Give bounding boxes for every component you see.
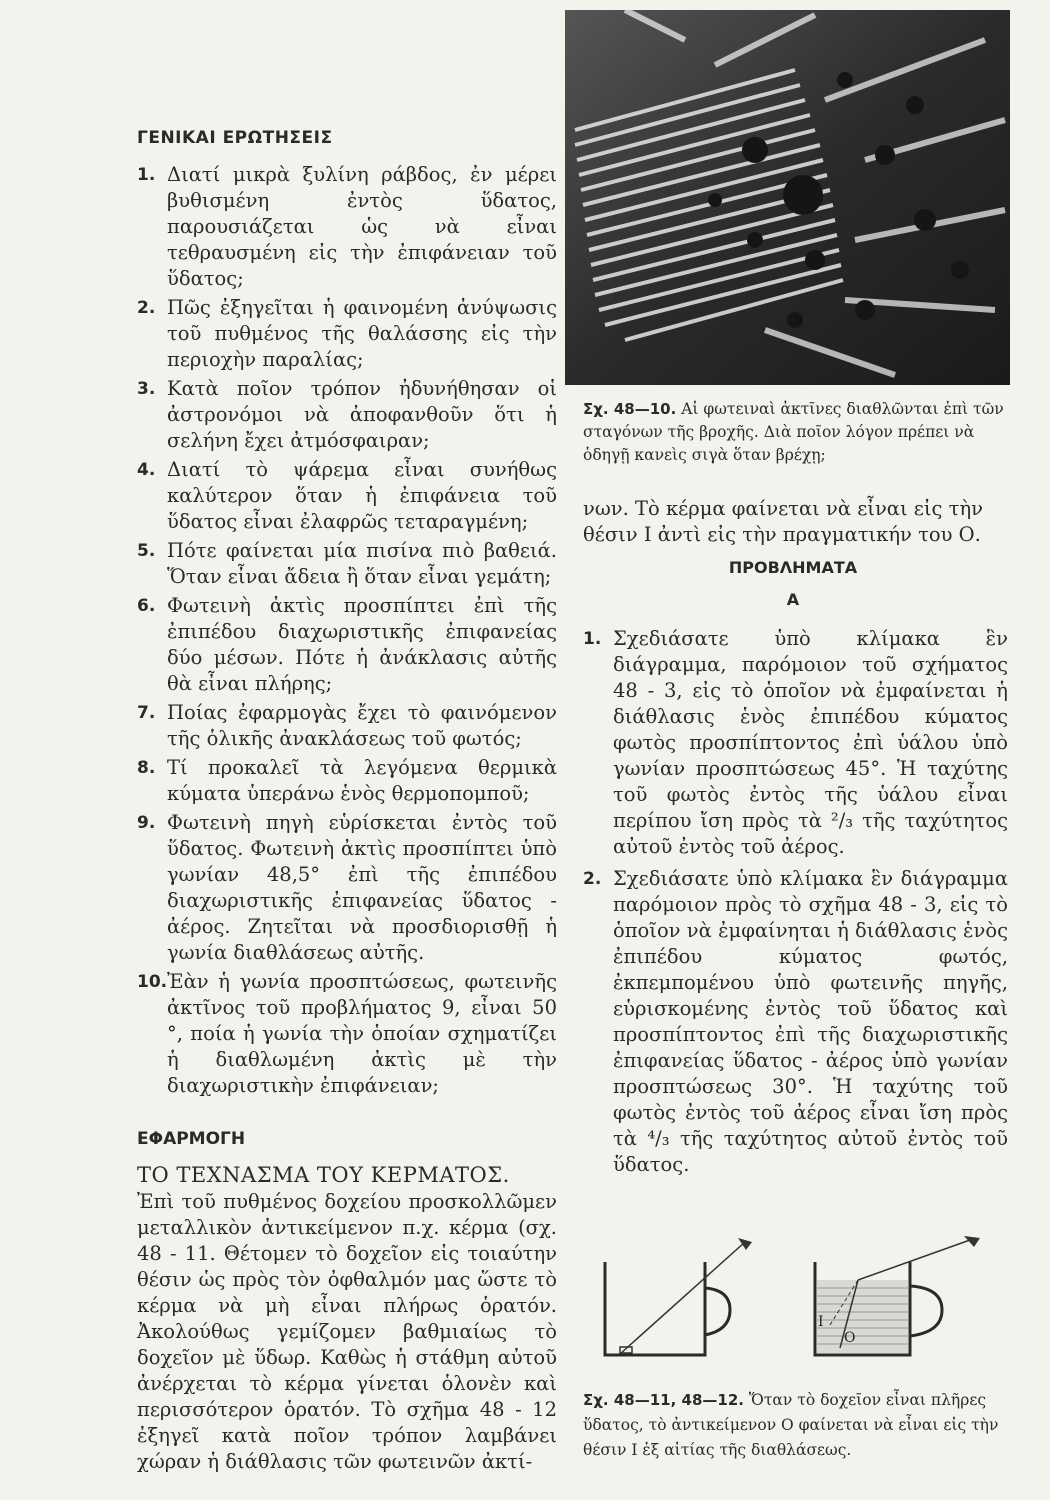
- general-questions-title: ΓΕΝΙΚΑΙ ΕΡΩΤΗΣΕΙΣ: [137, 128, 333, 148]
- question-number: 5.: [137, 541, 156, 561]
- list-item: [137, 457, 557, 535]
- problem-text: Σχεδιάσατε ὑπὸ κλίμακα ἓν διάγραμμα παρόμοιον πρὸς τὸ σχῆμα 48 - 3, εἰς τὸ ὁποῖον νὰ ἐμφαίνηται ἡ διάθλασις ἑνὸς ἐπιπέδου κύματος φωτός, ἐκπεμπομένου ὑπὸ φωτεινῆς πηγῆς, εὑρισκομένης ἐντὸς τοῦ ὕδατος καὶ προσπίπτοντος ἐπὶ τῆς διαχωριστικῆς ἐπιφανείας ὕδατος - ἀέρος ὑπὸ γωνίαν προσπτώσεως 30°. Ἡ ταχύτης τοῦ φωτὸς ἐντὸς τοῦ ἀέρος εἶναι ἴση πρὸς τὰ ⁴/₃ τῆς ταχύτητος αὐτοῦ ἐντὸς τοῦ ὕδατος.: [613, 867, 1008, 1176]
- list-item: [137, 593, 557, 697]
- rain-refraction-photo: [565, 10, 1010, 385]
- list-item: [137, 700, 557, 752]
- list-item: [137, 755, 557, 807]
- question-text: Ποίας ἐφαρμογὰς ἔχει τὸ φαινόμενον τῆς ὁλικῆς ἀνακλάσεως τοῦ φωτός;: [167, 701, 557, 750]
- question-number: 7.: [137, 703, 156, 723]
- application-title: ΕΦΑΡΜΟΓΗ: [137, 1129, 246, 1149]
- question-text: Ἐὰν ἡ γωνία προσπτώσεως, φωτεινῆς ἀκτῖνος τοῦ προβλήματος 9, εἶναι 50 °, ποία ἡ γωνία τὴν ὁποίαν σχηματίζει ἡ διαθλωμένη ἀκτὶς μὲ τὴν διαχωριστικὴν ἐπιφάνειαν;: [167, 970, 557, 1097]
- eye-icon: [738, 1238, 752, 1250]
- photo-caption-text: Αἱ φωτειναὶ ἀκτῖνες διαθλῶνται ἐπὶ τῶν σταγόνων τῆς βροχῆς. Διὰ ποῖον λόγον πρέπει νὰ ὁδηγῇ κανεὶς σιγὰ ὅταν βρέχῃ;: [583, 400, 1004, 464]
- figure-caption-text: Ὅταν τὸ δοχεῖον εἶναι πλῆρες ὕδατος, τὸ ἀντικείμενον Ο φαίνεται νὰ εἶναι εἰς τὴν θέσιν Ι ἐξ αἰτίας τῆς διαθλάσεως.: [583, 1391, 999, 1459]
- refracted-ray: [858, 1240, 970, 1280]
- coin-trick-figure: [590, 1230, 1010, 1370]
- question-text: Διατί μικρὰ ξυλίνη ράβδος, ἐν μέρει βυθισμένη ἐντὸς ὕδατος, παρουσιάζεται ὡς νὰ εἶναι τεθραυσμένη εἰς τὴν ἐπιφάνειαν τοῦ ὕδατος;: [167, 163, 557, 290]
- problems-subtitle: Α: [786, 590, 800, 609]
- problem-text: Σχεδιάσατε ὑπὸ κλίμακα ἓν διάγραμμα, παρόμοιον τοῦ σχήματος 48 - 3, εἰς τὸ ὁποῖον νὰ ἐμφαίνεται ἡ διάθλασις ἑνὸς ἐπιπέδου κύματος φωτὸς προσπίπτοντος ἐπὶ ὑάλου ὑπὸ γωνίαν προσπτώσεως 45°. Ἡ ταχύτης τοῦ φωτὸς ἐντὸς τῆς ὑάλου εἶναι περίπου ἴση πρὸς τὰ ²/₃ τῆς ταχύτητος αὐτοῦ ἐντὸς τοῦ ἀέρος.: [613, 627, 1008, 858]
- list-item: [137, 162, 557, 292]
- list-item: [583, 866, 1008, 1178]
- question-list: [137, 162, 557, 1099]
- problems-title: ΠΡΟΒΛΗΜΑΤΑ: [728, 558, 858, 577]
- question-text: Φωτεινὴ ἀκτὶς προσπίπτει ἐπὶ τῆς ἐπιπέδου διαχωριστικῆς ἐπιφανείας δύο μέσων. Πότε ἡ ἀνάκλασις αὐτῆς θὰ εἶναι πλήρης;: [167, 594, 557, 695]
- question-number: 1.: [137, 165, 156, 185]
- figure-caption-label: Σχ. 48—11, 48—12.: [583, 1391, 744, 1409]
- application-body: Ἐπὶ τοῦ πυθμένος δοχείου προσκολλῶμεν μεταλλικὸν ἀντικείμενον π.χ. κέρμα (σχ. 48 - 11. Θέτομεν τὸ δοχεῖον εἰς τοιαύτην θέσιν ὡς πρὸς τὸν ὀφθαλμόν μας ὥστε τὸ κέρμα νὰ μὴ εἶναι πλήρως ὁρατόν. Ἀκολούθως γεμίζομεν βαθμιαίως τὸ δοχεῖον μὲ ὕδωρ. Καθὼς ἡ στάθμη αὐτοῦ ἀνέρχεται τὸ κέρμα γίνεται ὁλονὲν καὶ περισσότερον ὁρατόν. Τὸ σχῆμα 48 - 12 ἐξηγεῖ κατὰ ποῖον τρόπον λαμβάνει χώραν ἡ διάθλασις τῶν φωτεινῶν ἀκτί-: [137, 1190, 557, 1473]
- question-text: Κατὰ ποῖον τρόπον ἠδυνήθησαν οἱ ἀστρονόμοι νὰ ἀποφανθοῦν ὅτι ἡ σελήνη ἔχει ἀτμόσφαιραν;: [167, 377, 557, 452]
- problem-list: [583, 626, 1008, 1181]
- list-item: [137, 376, 557, 454]
- left-column: [137, 128, 557, 1475]
- list-item: [583, 626, 1008, 860]
- question-text: Διατί τὸ ψάρεμα εἶναι συνήθως καλύτερον ὅταν ἡ ἐπιφάνεια τοῦ ὕδατος εἶναι ἐλαφρῶς τεταραγμένη;: [167, 458, 557, 533]
- application-subtitle: ΤΟ ΤΕΧΝΑΣΜΑ ΤΟΥ ΚΕΡΜΑΤΟΣ.: [137, 1163, 510, 1187]
- question-number: 9.: [137, 813, 156, 833]
- question-number: 10.: [137, 972, 168, 992]
- question-number: 8.: [137, 758, 156, 778]
- problem-number: 1.: [583, 629, 602, 649]
- photo-caption-label: Σχ. 48—10.: [583, 400, 677, 418]
- list-item: [137, 538, 557, 590]
- list-item: [137, 810, 557, 966]
- question-text: Πῶς ἐξηγεῖται ἡ φαινομένη ἀνύψωσις τοῦ πυθμένος τῆς θαλάσσης εἰς τὴν περιοχὴν παραλίας;: [167, 296, 557, 371]
- container-empty: [605, 1262, 730, 1355]
- object-label: O: [844, 1330, 856, 1346]
- list-item: [137, 295, 557, 373]
- image-label: I: [818, 1314, 824, 1330]
- photo-illustration: [565, 10, 1010, 385]
- question-number: 6.: [137, 596, 156, 616]
- question-number: 4.: [137, 460, 156, 480]
- question-text: Φωτεινὴ πηγὴ εὑρίσκεται ἐντὸς τοῦ ὕδατος. Φωτεινὴ ἀκτὶς προσπίπτει ὑπὸ γωνίαν 48,5° ἐπὶ τῆς ἐπιπέδου διαχωριστικῆς ἐπιφανείας ὕδατος - ἀέρος. Ζητεῖται νὰ προσδιορισθῇ ἡ γωνία διαθλάσεως αὐτῆς.: [167, 811, 557, 964]
- question-text: Πότε φαίνεται μία πισίνα πιὸ βαθειά. Ὅταν εἶναι ἄδεια ἢ ὅταν εἶναι γεμάτη;: [167, 539, 557, 588]
- question-number: 2.: [137, 298, 156, 318]
- continuation-text: νων. Τὸ κέρμα φαίνεται νὰ εἶναι εἰς τὴν θέσιν Ι ἀντὶ εἰς τὴν πραγματικήν του Ο.: [583, 497, 983, 546]
- list-item: [137, 969, 557, 1099]
- water: [817, 1280, 908, 1353]
- question-text: Τί προκαλεῖ τὰ λεγόμενα θερμικὰ κύματα ὑπεράνω ἑνὸς θερμοπομποῦ;: [167, 756, 557, 805]
- photo-caption: [583, 398, 1008, 467]
- figure-caption: [583, 1388, 1013, 1463]
- problem-number: 2.: [583, 869, 602, 889]
- question-number: 3.: [137, 379, 156, 399]
